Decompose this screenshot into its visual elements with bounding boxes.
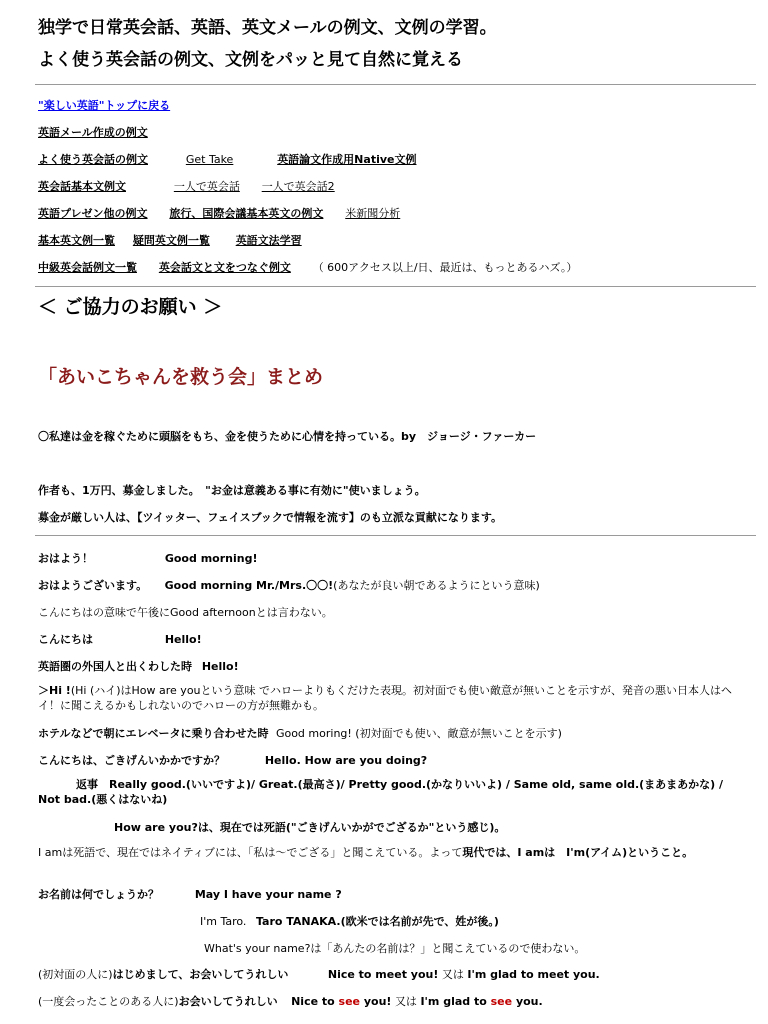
phrase-row xyxy=(38,752,427,768)
phrase-part: I'm glad to xyxy=(420,995,487,1008)
nav-back-row xyxy=(38,97,192,113)
phrase-en xyxy=(291,995,391,1008)
phrase-en-alt: I'm glad to meet you. xyxy=(467,968,600,981)
phrase-part: Nice to xyxy=(291,995,335,1008)
see-highlight: see xyxy=(338,995,361,1008)
campaign-title: 「あいこちゃんを救う会」まとめ xyxy=(38,366,324,388)
donation-line-2: 募金が厳しい人は、【ツイッター、フェイスブックで情報を流す】のも立派な貢献になります。 xyxy=(38,511,502,524)
phrase-jp: おはよう！ xyxy=(38,552,93,565)
back-to-top-link[interactable]: "楽しい英語"トップに戻る xyxy=(38,99,171,112)
page-title: 独学で日常英会話、英語、英文メールの例文、文例の学習。 xyxy=(38,18,497,38)
nav-link-travel-conference[interactable]: 旅行、国際会議基本英文の例文 xyxy=(169,207,324,220)
phrase-en: Good morning! xyxy=(164,552,258,565)
nav-row-4 xyxy=(38,205,422,221)
nav-link-presentation[interactable]: 英語プレゼン他の例文 xyxy=(38,207,148,220)
or-label: 又は xyxy=(394,995,417,1008)
quote: 〇私達は金を稼ぐために頭脳をもち、金を使うために心情を持っている。by ジョージ・ファーカー xyxy=(38,430,537,443)
nav-link-email-examples[interactable]: 英語メール作成の例文 xyxy=(38,126,148,139)
nav-link-get-take[interactable]: Get Take xyxy=(185,153,234,166)
phrase-row xyxy=(38,886,342,902)
answer-name: Taro TANAKA. xyxy=(255,915,341,928)
divider xyxy=(35,286,756,287)
context-note: (一度会ったことのある人に) xyxy=(38,995,179,1008)
phrase-jp: こんにちは、ごきげんいかかですか？ xyxy=(38,754,225,767)
phrase-jp: 英語圏の外国人と出くわした時 xyxy=(38,660,192,673)
or-label: 又は xyxy=(441,968,464,981)
nav-link-connecting[interactable]: 英会話文と文をつなぐ例文 xyxy=(158,261,291,274)
cooperation-heading: ＜ ご協力のお願い ＞ xyxy=(38,296,223,318)
phrase-row xyxy=(38,993,543,1009)
phrase-en: Hello! xyxy=(164,633,202,646)
i-am-explanation: I amは死語で、現在ではネイティブには、「私は～でござる」と聞こえている。よって xyxy=(38,846,463,859)
phrase-row xyxy=(38,658,239,674)
see-highlight: see xyxy=(490,995,513,1008)
nav-link-intermediate[interactable]: 中級英会話例文一覧 xyxy=(38,261,137,274)
phrase-en: Hello. How are you doing? xyxy=(264,754,428,767)
phrase-row xyxy=(38,631,202,647)
how-are-you-note: How are you?は、現在では死語("ごきげんいかがでござるか"という感じ)。 xyxy=(114,821,506,834)
phrase-row xyxy=(38,725,562,741)
nav-link-solo-conversation-2[interactable]: 一人で英会話2 xyxy=(261,180,335,193)
nav-row-2 xyxy=(38,151,438,167)
nav-link-common-conversation[interactable]: よく使う英会話の例文 xyxy=(38,153,148,166)
nav-link-grammar[interactable]: 英語文法学習 xyxy=(235,234,302,247)
note-paragraph xyxy=(38,683,744,713)
page-subtitle: よく使う英会話の例文、文例をパッと見て自然に覚える xyxy=(38,50,463,70)
phrase-jp: はじめまして、お会いしてうれしい xyxy=(112,968,289,981)
phrase-en: Hello! xyxy=(201,660,239,673)
situation-label: ホテルなどで朝にエレベータに乗り合わせた時 xyxy=(38,727,269,740)
hi-label: ＞Hi ! xyxy=(38,684,71,697)
phrase-jp: こんにちは xyxy=(38,633,93,646)
phrase-row xyxy=(38,577,540,593)
nav-link-basic-list[interactable]: 基本英文例一覧 xyxy=(38,234,115,247)
note-line: こんにちはの意味で午後にGood afternoonとは言わない。 xyxy=(38,606,333,619)
nav-row-1 xyxy=(38,124,170,140)
name-answer xyxy=(200,913,499,929)
nav-link-us-newspaper[interactable]: 米新聞分析 xyxy=(345,207,401,220)
context-note: (初対面の人に) xyxy=(38,968,113,981)
phrase-en: Good morning Mr./Mrs.〇〇! xyxy=(164,579,334,592)
phrase-row xyxy=(38,550,257,566)
divider xyxy=(35,535,756,536)
phrase-part: you! xyxy=(363,995,392,1008)
reply-examples: 返事 Really good.(いいですよ)/ Great.(最高さ)/ Pretty good.(かなりいいよ) / Same old, same old.(まあまあかな) / Not bad.(悪くはないね) xyxy=(38,778,724,806)
phrase-part: you. xyxy=(515,995,543,1008)
phrase-note: (あなたが良い朝であるようにという意味) xyxy=(333,579,540,592)
divider xyxy=(35,84,756,85)
hi-explanation: (Hi (ハイ)はHow are youという意味 でハローよりもくだけた表現。初対面でも使い敵意が無いことを示すが、発音の悪い日本人はヘイ！に聞こえるかもしれないのでハローの方が無難かも。 xyxy=(38,684,733,712)
phrase-row xyxy=(38,966,600,982)
nav-link-paper-writing[interactable]: 英語論文作成用Native文例 xyxy=(277,153,417,166)
nav-row-5 xyxy=(38,232,324,248)
i-am-emphasis: 現代では、I amは I'm(アイム)ということ。 xyxy=(462,846,694,859)
phrase-en: Good moring! (初対面でも使い、敵意が無いことを示す) xyxy=(275,727,562,740)
phrase-en-alt xyxy=(420,995,542,1008)
answer-note: (欧米では名前が先で、姓が後。) xyxy=(340,915,499,928)
phrase-en: May I have your name ? xyxy=(194,888,342,901)
nav-link-basic-conversation[interactable]: 英会話基本文例文 xyxy=(38,180,126,193)
phrase-en: Nice to meet you! xyxy=(327,968,439,981)
nav-link-solo-conversation[interactable]: 一人で英会話 xyxy=(173,180,240,193)
phrase-jp: お会いしてうれしい xyxy=(178,995,278,1008)
answer-part: I'm Taro. xyxy=(200,915,247,928)
nav-row-6 xyxy=(38,259,577,275)
access-note: （ 600アクセス以上/日、最近は、もっとあるハズ。） xyxy=(312,261,578,274)
donation-line-1: 作者も、1万円、募金しました。 "お金は意義ある事に有効に"使いましょう。 xyxy=(38,484,426,497)
nav-row-3 xyxy=(38,178,357,194)
i-am-note xyxy=(38,845,744,860)
nav-link-question-list[interactable]: 疑問英文例一覧 xyxy=(132,234,210,247)
phrase-jp: おはようございます。 xyxy=(38,579,148,592)
whats-your-name-note: What's your name?は「あんたの名前は？」と聞こえているので使わない。 xyxy=(204,942,586,955)
phrase-jp: お名前は何でしょうか？ xyxy=(38,888,159,901)
